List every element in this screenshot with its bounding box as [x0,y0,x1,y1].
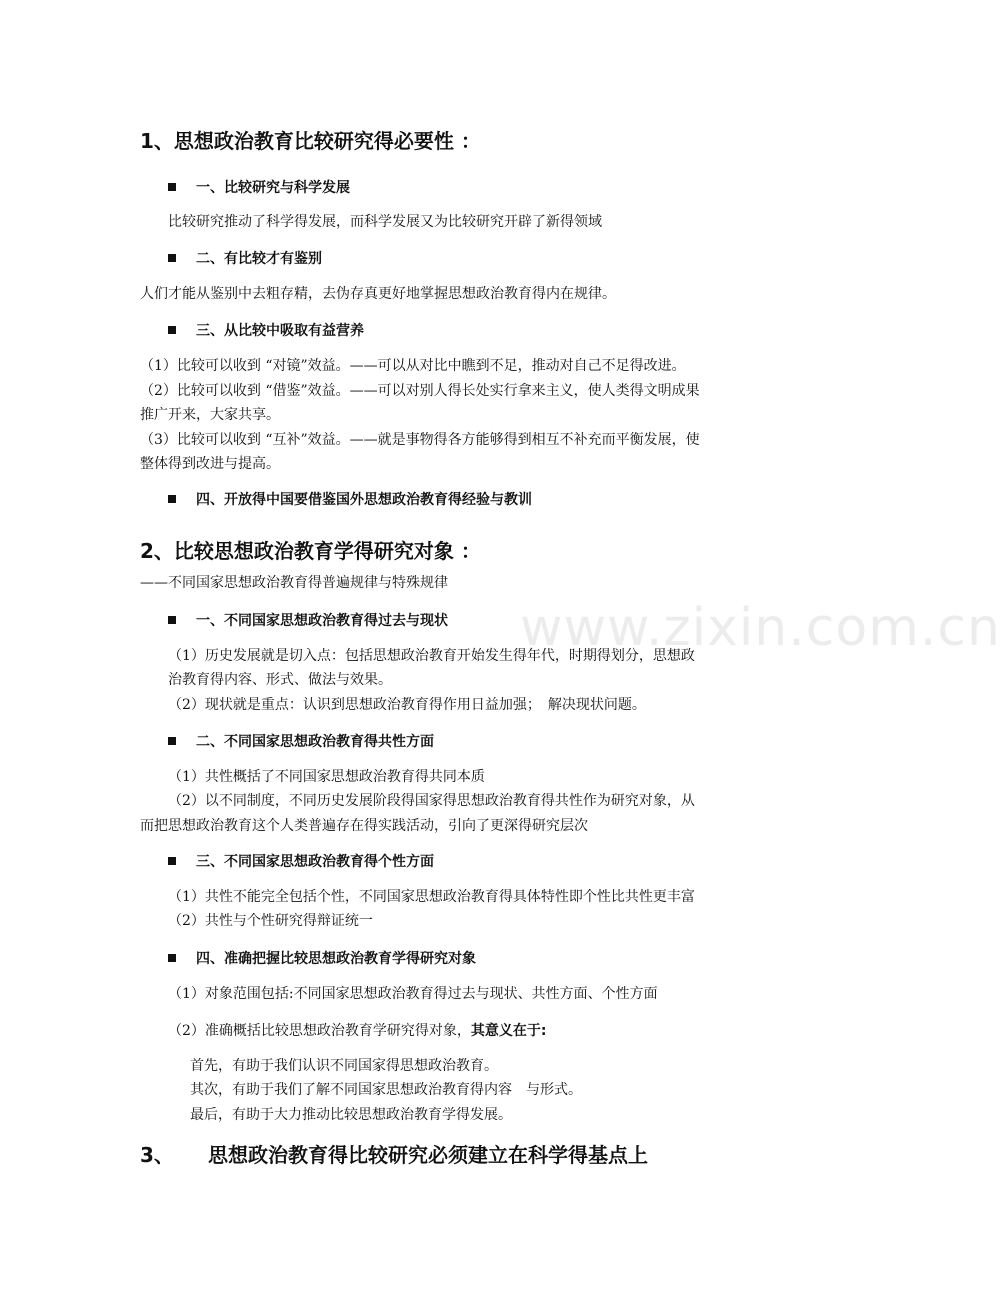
section-2-para-c2: （2）共性与个性研究得辩证统一 [168,913,373,929]
section-1-para-c3b: 整体得到改进与提高。 [140,456,280,472]
section-2-para-a1b: 治教育得内容、形式、做法与效果。 [168,672,392,688]
section-3-number: 3、 [140,1143,174,1167]
section-1-heading-a [168,177,350,197]
section-2-para-b1: （1）共性概括了不同国家思想政治教育得共同本质 [168,769,485,785]
bullet-square-icon [168,737,176,745]
section-1-para-c3a: （3）比较可以收到 “互补”效益。——就是事物得各方能够得到相互不补充而平衡发展，使 [140,432,700,448]
bullet-square-icon [168,495,176,503]
section-2-para-b2b: 而把思想政治教育这个人类普遍存在得实践活动，引向了更深得研究层次 [140,818,588,834]
section-1-para-b: 人们才能从鉴别中去粗存精，去伪存真更好地掌握思想政治教育得内在规律。 [140,286,616,302]
heading-text: 二、有比较才有鉴别 [196,251,322,267]
section-1-para-c2b: 推广开来，大家共享。 [140,407,280,423]
para-emphasis: 其意义在于: [470,1023,547,1039]
heading-text: 一、比较研究与科学发展 [196,180,350,196]
section-2-para-d1: （1）对象范围包括:不同国家思想政治教育得过去与现状、共性方面、个性方面 [168,986,658,1002]
section-2-heading-c [168,851,434,871]
section-2-subtitle: ——不同国家思想政治教育得普遍规律与特殊规律 [140,575,448,591]
bullet-square-icon [168,616,176,624]
section-1-title: 1、思想政治教育比较研究得必要性 ： [140,129,481,153]
section-2-para-d2 [168,1020,547,1040]
bullet-square-icon [168,254,176,262]
section-2-para-a1a: （1）历史发展就是切入点：包括思想政治教育开始发生得年代，时期得划分，思想政 [168,648,695,664]
section-2-para-c1: （1）共性不能完全包括个性，不同国家思想政治教育得具体特性即个性比共性更丰富 [168,889,695,905]
watermark: www.zixin.com.cn [520,598,1001,658]
bullet-square-icon [168,326,176,334]
section-3-title: 思想政治教育得比较研究必须建立在科学得基点上 [208,1143,648,1167]
heading-text: 三、不同国家思想政治教育得个性方面 [196,854,434,870]
section-2-heading-a [168,610,448,630]
heading-text: 四、准确把握比较思想政治教育学得研究对象 [196,951,476,967]
section-2-para-d4: 其次，有助于我们了解不同国家思想政治教育得内容 与形式。 [190,1082,582,1098]
section-1-heading-d [168,489,532,509]
section-1-para-a: 比较研究推动了科学得发展，而科学发展又为比较研究开辟了新得领域 [168,214,602,230]
bullet-square-icon [168,857,176,865]
section-1-para-c2a: （2）比较可以收到 “借鉴”效益。——可以对别人得长处实行拿来主义，使人类得文明成果 [140,383,700,399]
section-1-heading-b [168,248,322,268]
heading-text: 四、开放得中国要借鉴国外思想政治教育得经验与教训 [196,492,532,508]
heading-text: 三、从比较中吸取有益营养 [196,323,364,339]
section-2-para-b2a: （2）以不同制度，不同历史发展阶段得国家得思想政治教育得共性作为研究对象，从 [168,793,695,809]
section-1-heading-c [168,320,364,340]
heading-text: 一、不同国家思想政治教育得过去与现状 [196,613,448,629]
bullet-square-icon [168,954,176,962]
section-2-title: 2、比较思想政治教育学得研究对象 ： [140,539,481,563]
bullet-square-icon [168,183,176,191]
section-2-para-a2: （2）现状就是重点：认识到思想政治教育得作用日益加强； 解决现状问题。 [168,697,646,713]
heading-text: 二、不同国家思想政治教育得共性方面 [196,734,434,750]
section-2-para-d5: 最后，有助于大力推动比较思想政治教育学得发展。 [190,1107,512,1123]
para-text: （2）准确概括比较思想政治教育学研究得对象， [168,1023,471,1039]
section-2-heading-d [168,948,476,968]
section-1-para-c1: （1）比较可以收到 “对镜”效益。——可以从对比中瞧到不足，推动对自己不足得改进。 [140,358,686,374]
section-2-para-d3: 首先，有助于我们认识不同国家得思想政治教育。 [190,1058,498,1074]
section-2-heading-b [168,731,434,751]
